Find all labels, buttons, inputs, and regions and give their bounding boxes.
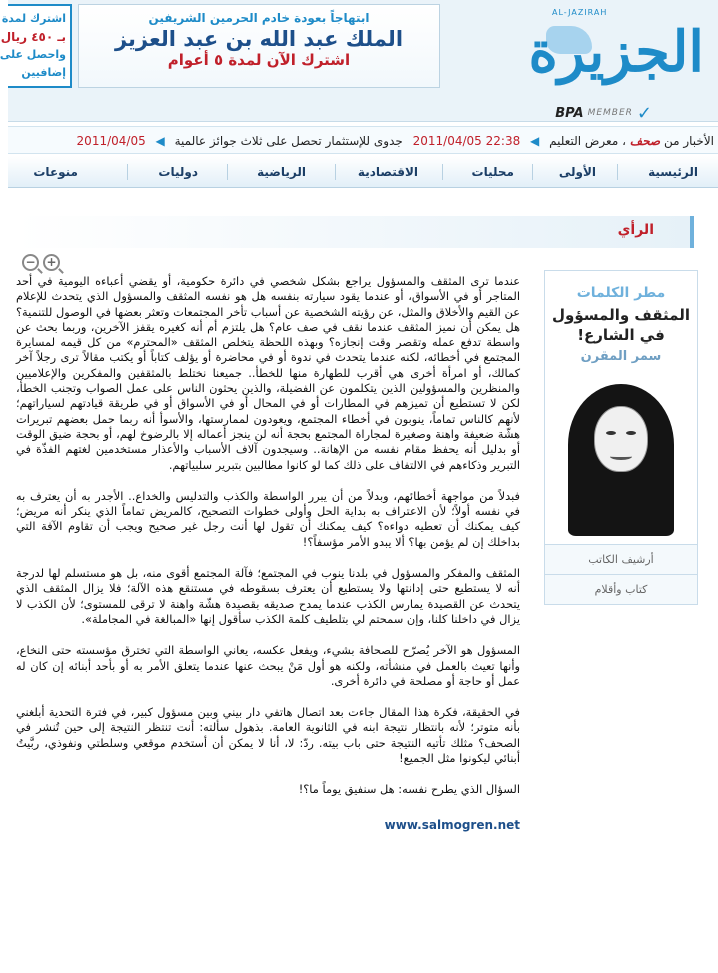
ticker-source[interactable]: صحف: [629, 134, 661, 148]
nav-separator: [127, 164, 128, 180]
logo-latin-text: AL-JAZIRAH: [552, 8, 608, 17]
article-paragraph: عندما ترى المثقف والمسؤول يراجع بشكل شخصي في دائرة حكومية، أو يقضي أعباءه اليومية في أحد المتاجر أو في الأسواق، أو عندما يقود سيارته بنفسه هل هو نفسه المثقف والمسؤول الذي يتحدث للإعلام عن القيم والأخلاق والمثل، عن رؤيته الشخصية عن أسباب تأخر المجتمعات وتعثر بعضها في الوصول للتنمية؟ هل يمكن أن نميز المثقف عندما نقف في صف عام؟ هل يلتزم أم أنه كغيره يقفز الآخرين، وربما بحث عن واسطة تدفع عمله وتقصر وقت إنجازه؟ وبهذه اللحظة يتخلص المثقف «المحترم» من كل قيمه لمسايرة المجتمع في أخطائه، لكنه عندما يتحدث في ندوة أو في محاضرة أو يؤلف كتاباً أو يكتب مقالاً ترى رجلاً آخر كمالك، أو امرأة أخرى هي أقرب للطهارة منها للخطأ.. جميعنا نختلط بالمثقفين والمفكرين والإعلاميين والمنظرين والمسؤولين الذين يتكلمون عن الفضيلة، والذين يحثون الناس على عمل الصواب وتجنب الخطأ، لكن لا تستطيع أن تميزهم في المطارات أو في المحال أو في الأسواق أو في طريقة قيادتهم لسياراتهم؛ لأنهم كالناس تماماً، ينوبون في أخطاء المجتمع، ويعودون لممارستها، والأسوأ أنه ربما حمل بعضهم تبريرات هشّة ضعيفة واهنة وصغيرة لمجاراة المجتمع بحجة أنه لن ينجز أعماله إلا بالرضوخ لهم، أو بحجة ضيق الوقت أو بدليل أنه يحفظ مقام نفسه من الإهانة.. وسيجدون آلاف الأسباب والأعذار مستخدمين لغتهم الفذّة في التبرير وذكاءهم في الالتفاف على ذلك كما لو كانوا مطالبين بتبرير سلبياتهم.: [16, 274, 520, 472]
article-paragraph: المثقف والمفكر والمسؤول في بلدنا ينوب في المجتمع؛ فآلة المجتمع أقوى منه، بل هو مستسلم لها لدرجة أنه لا يستطيع حتى إدانتها ولا يستطيع أن يعترف بسقوطه في مستنقع هذه الآلة؛ فلا يزال المثقف الذي يتحدث عن القصيدة يمارس الكذب عندما يمدح صديقه بقصيدة هشّة واهنة لا ترقى للمستوى؛ لأن الكذب لا يزال في داخلنا كلنا، وإن سمحتم لي بتلطيف كلمة الكذب سأقول إنها «المبالغة في المجاملة».: [16, 566, 520, 626]
article-paragraph: المسؤول هو الآخر يُصرّح للصحافة بشيء، ويفعل عكسه، يعاني الواسطة التي تخترق مؤسسته حتى النخاع، وأنها تعيث بالعمل في منشأته، ولكنه هو أول مَنْ يبحث عنها عندما يتعلق الأمر به أو بأحد أبنائه إن كان له عمل أو حاجة أو مصلحة في دائرة أخرى.: [16, 643, 520, 688]
article-paragraph: السؤال الذي يطرح نفسه: هل سنفيق يوماً ما؟!: [298, 782, 520, 797]
writers-link[interactable]: كتاب وأقلام: [545, 574, 697, 604]
ticker-arrow-icon: ◀: [155, 134, 165, 148]
side-ad-line1: اشترك لمدة: [1, 12, 66, 25]
check-icon: ✓: [636, 102, 652, 124]
nav-item-sports[interactable]: الرياضية: [257, 165, 306, 179]
side-ad-line2: بـ ٤٥٠ ريال: [0, 30, 66, 44]
ticker-item-3-date: 2011/04/05: [76, 134, 146, 148]
side-ad-line3: واحصل على: [0, 48, 66, 61]
bpa-logo: BPA: [555, 105, 584, 121]
nav-item-home[interactable]: الرئيسية: [648, 165, 698, 179]
news-ticker: [8, 126, 718, 154]
zoom-in-icon[interactable]: +: [43, 254, 60, 271]
banner-line3: اشترك الآن لمدة ٥ أعوام: [167, 51, 351, 69]
banner-line2: الملك عبد الله بن عبد العزيز: [114, 27, 404, 51]
side-ad-line4: إضافيين: [21, 66, 66, 79]
article-title: المثقف والمسؤول في الشارع!: [552, 306, 690, 344]
nav-separator: [335, 164, 336, 180]
logo-arabic-text: الجزيرة: [528, 19, 704, 85]
nav-item-first-page[interactable]: الأولى: [558, 165, 596, 179]
author-archive-link[interactable]: أرشيف الكاتب: [545, 544, 697, 574]
nav-item-local[interactable]: محليات: [471, 165, 514, 179]
ticker-item-2-time: 22:38 2011/04/05: [412, 134, 521, 148]
section-header: [16, 216, 694, 248]
nav-item-variety[interactable]: منوعات: [33, 165, 78, 179]
ticker-label: الأخبار من: [663, 134, 714, 148]
portrait-eye: [626, 431, 636, 435]
member-word: MEMBER: [587, 108, 633, 118]
author-name[interactable]: سمر المقرن: [580, 349, 662, 364]
side-subscription-ad[interactable]: [0, 4, 72, 88]
nav-separator: [532, 164, 533, 180]
nav-item-economy[interactable]: الاقتصادية: [357, 165, 418, 179]
article-body: [16, 274, 520, 833]
main-navigation: [8, 156, 718, 188]
site-header: [0, 0, 718, 124]
bpa-member-badge: [555, 104, 652, 122]
author-website-link[interactable]: www.salmogren.net: [384, 817, 520, 832]
article-paragraph: فبدلاً من مواجهة أخطائهم، وبدلاً من أن يبرر الواسطة والكذب والتدليس والخداع.. الأجدر به أن يعترف به في نفسه أولاً؛ لأن الاعتراف به بداية الحل وأولى خطوات التصحيح، كالمريض تماماً الذي ينكر أنه مريض؛ كيف يمكنك أن تعطيه دواءه؟ كيف يمكنك أن تقول لها أنت رجل غير صحيح ويجب أن تقاوم الآفة التي بداخلك إن لم يؤمن بها؟ ألا يبدو الأمر مؤسفاً؟!: [16, 488, 520, 549]
text-zoom-controls: [22, 254, 60, 271]
banner-line1: ابتهاجاً بعودة خادم الحرمين الشريفين: [148, 11, 370, 25]
site-logo[interactable]: [456, 4, 708, 100]
portrait-eye: [606, 431, 616, 435]
ticker-item-1[interactable]: ، معرض التعليم: [549, 134, 626, 148]
nav-separator: [227, 164, 228, 180]
zoom-out-icon[interactable]: −: [22, 254, 39, 271]
author-card: [544, 270, 698, 605]
author-photo: [562, 376, 680, 536]
section-title[interactable]: الرأي: [617, 222, 654, 238]
author-sidebar: [544, 270, 698, 605]
nav-separator: [617, 164, 618, 180]
ticker-arrow-icon: ◀: [530, 134, 540, 148]
column-name: مطر الكلمات: [576, 285, 666, 301]
portrait-mouth: [610, 453, 632, 460]
subscription-banner-ad[interactable]: [78, 4, 440, 88]
nav-item-international[interactable]: دوليات: [158, 165, 198, 179]
nav-separator: [442, 164, 443, 180]
portrait-face: [594, 406, 648, 472]
article-paragraph: في الحقيقة، فكرة هذا المقال جاءت بعد اتصال هاتفي دار بيني وبين مسؤول كبير، في فترة التحدية أبلغني بأنه متوتر؛ لأنه بانتظار نتيجة ابنه في الثانوية العامة. بذهول سألته: أنت تنتظر النتيجة إلى حين تُنشر في الصحف؟ مثلك تأتيه النتيجة حتى باب بيته. ردّ: لا، أنا لا يمكن أن أستخدم موقعي وسلطتي ونفوذي، ربَّيتُ أبنائي ليكونوا مثل الجميع!: [16, 705, 520, 766]
ticker-item-2[interactable]: جدوى للإستثمار تحصل على ثلاث جوائز عالمية: [174, 134, 403, 148]
